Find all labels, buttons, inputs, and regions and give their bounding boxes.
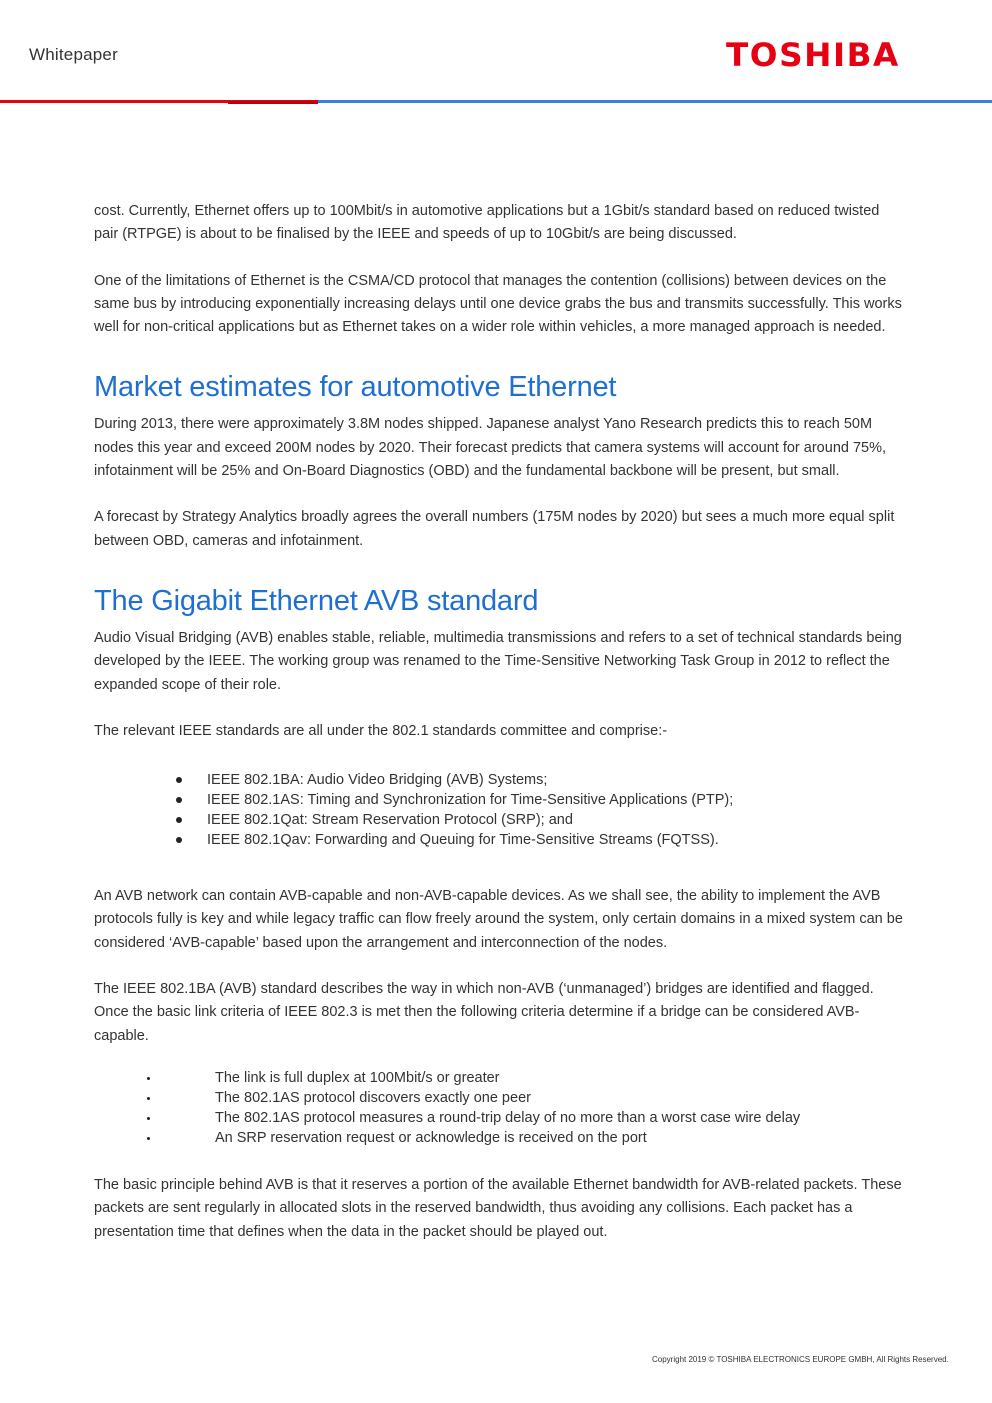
list-item: IEEE 802.1Qat: Stream Reservation Protocol (SRP); and — [174, 810, 906, 830]
document-type-label: Whitepaper — [29, 45, 118, 64]
paragraph: During 2013, there were approximately 3.8M nodes shipped. Japanese analyst Yano Research predicts this to reach 50M nodes this year and exceed 200M nodes by 2020. Their forecast predicts that camera systems will account for around 75%, infotainment will be 25% and On-Board Diagnostics (OBD) and the fundamental backbone will be present, but small. — [94, 416, 887, 480]
list-item: The link is full duplex at 100Mbit/s or greater — [146, 1068, 906, 1088]
header-rule-red-accent — [228, 101, 318, 104]
criteria-list — [94, 1068, 906, 1148]
standards-list — [94, 770, 906, 850]
list-item: IEEE 802.1Qav: Forwarding and Queuing for Time-Sensitive Streams (FQTSS). — [174, 830, 906, 850]
list-item: IEEE 802.1AS: Timing and Synchronization for Time-Sensitive Applications (PTP); — [174, 790, 906, 810]
list-item: IEEE 802.1BA: Audio Video Bridging (AVB) Systems; — [174, 770, 906, 790]
paragraph: An AVB network can contain AVB-capable and non-AVB-capable devices. As we shall see, the ability to implement the AVB protocols fully is key and while legacy traffic can flow freely around the system, only certain domains in a mixed system can be considered ‘AVB-capable’ based upon the arrangement and interconnection of the nodes. — [94, 888, 903, 951]
list-item: The 802.1AS protocol measures a round-trip delay of no more than a worst case wire delay — [146, 1108, 906, 1128]
paragraph: The relevant IEEE standards are all under the 802.1 standards committee and comprise:- — [94, 722, 668, 739]
section-heading: The Gigabit Ethernet AVB standard — [94, 584, 539, 617]
toshiba-logo: TOSHIBA — [726, 36, 900, 74]
main-content — [94, 200, 906, 1244]
section-heading: Market estimates for automotive Ethernet — [94, 371, 617, 404]
list-item: The 802.1AS protocol discovers exactly one peer — [146, 1088, 906, 1108]
list-item: An SRP reservation request or acknowledge is received on the port — [146, 1128, 906, 1148]
paragraph: The IEEE 802.1BA (AVB) standard describes the way in which non-AVB (‘unmanaged’) bridges are identified and flagged. Once the basic link criteria of IEEE 802.3 is met then the following criteria determine if a bridge can be considered AVB-capable. — [94, 981, 874, 1044]
paragraph: One of the limitations of Ethernet is the CSMA/CD protocol that manages the contention (collisions) between devices on the same bus by introducing exponentially increasing delays until one device grabs the bus and transmits successfully. This works well for non-critical applications but as Ethernet takes on a wider role within vehicles, a more managed approach is needed. — [94, 272, 902, 336]
paragraph: cost. Currently, Ethernet offers up to 100Mbit/s in automotive applications but a 1Gbit/s standard based on reduced twisted pair (RTPGE) is about to be finalised by the IEEE and speeds of up to 10Gbit/s are being discussed. — [94, 203, 880, 243]
header-rule-blue — [318, 100, 992, 103]
copyright-notice: Copyright 2019 © TOSHIBA ELECTRONICS EUROPE GMBH, All Rights Reserved. — [652, 1355, 949, 1364]
paragraph: The basic principle behind AVB is that it reserves a portion of the available Ethernet bandwidth for AVB-related packets. These packets are sent regularly in allocated slots in the reserved bandwidth, thus avoiding any collisions. Each packet has a presentation time that defines when the data in the packet should be played out. — [94, 1176, 902, 1240]
paragraph: Audio Visual Bridging (AVB) enables stable, reliable, multimedia transmissions and refers to a set of technical standards being developed by the IEEE. The working group was renamed to the Time-Sensitive Networking Task Group in 2012 to reflect the expanded scope of their role. — [94, 629, 902, 693]
paragraph: A forecast by Strategy Analytics broadly agrees the overall numbers (175M nodes by 2020) but sees a much more equal split between OBD, cameras and infotainment. — [94, 509, 895, 549]
